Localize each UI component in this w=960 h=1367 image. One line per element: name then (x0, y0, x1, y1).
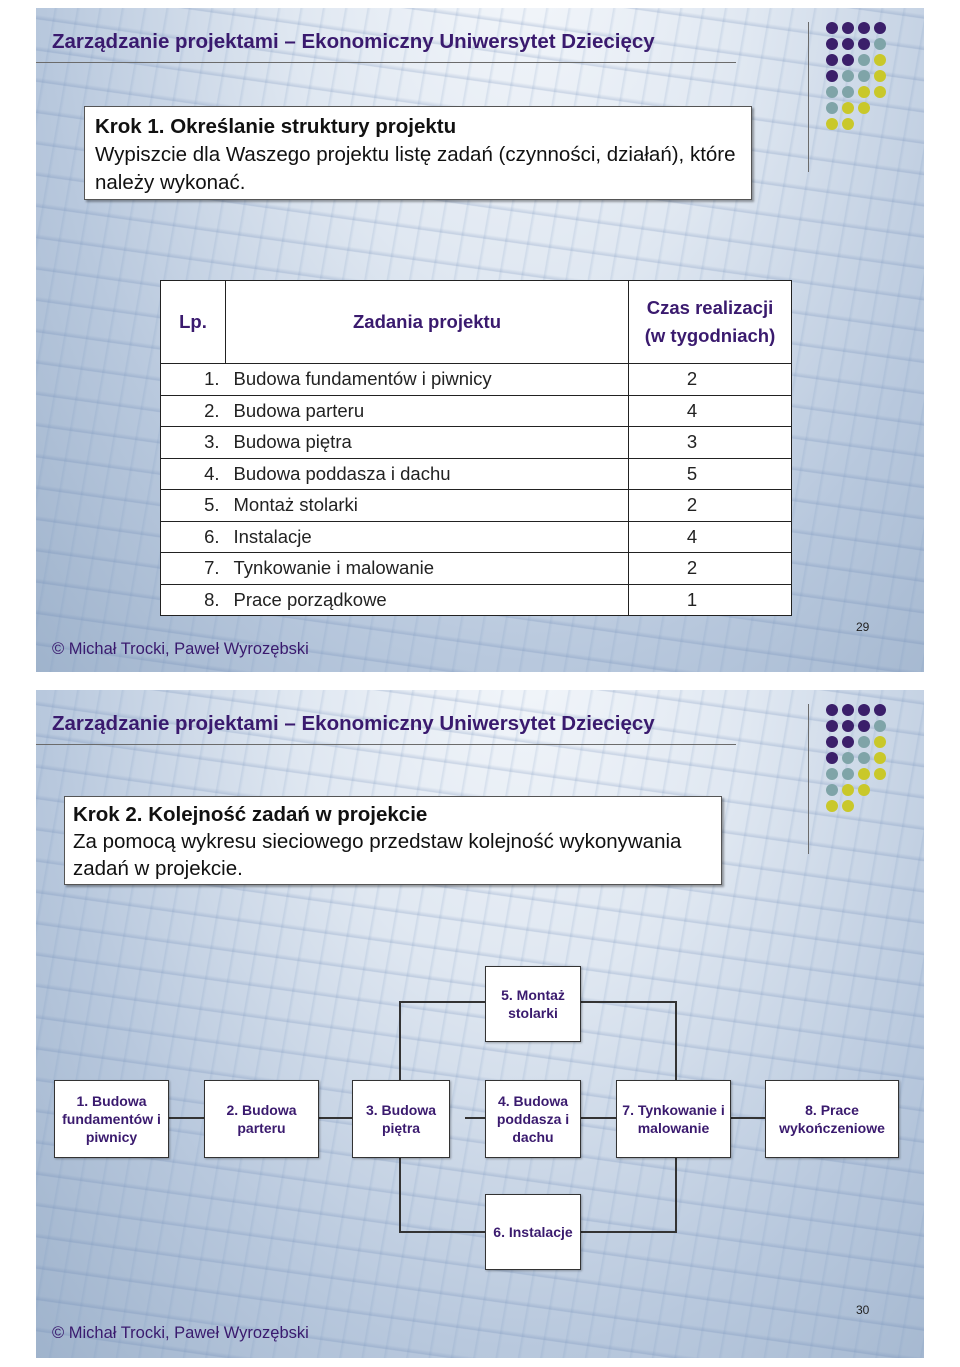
decorative-dot-grid (826, 22, 886, 130)
node-1: 1. Budowa fundamentów i piwnicy (54, 1080, 169, 1158)
network-connectors (36, 690, 924, 1358)
decorative-dot (858, 118, 870, 130)
decorative-dot (842, 86, 854, 98)
cell-task: Budowa piętra (226, 427, 629, 459)
page-number: 30 (856, 1303, 870, 1317)
cell-lp: 4. (161, 458, 226, 490)
table-row (161, 458, 792, 490)
decorative-dot (858, 86, 870, 98)
copyright-footer: © Michał Trocki, Paweł Wyrozębski (52, 640, 309, 658)
table-row (161, 427, 792, 459)
table-row (161, 395, 792, 427)
step-text: Za pomocą wykresu sieciowego przedstaw kolejność wykonywania zadań w projekcie. (73, 830, 682, 880)
decorative-dot (874, 54, 886, 66)
decorative-dot (874, 118, 886, 130)
cell-task: Prace porządkowe (226, 584, 629, 616)
connector-3-5 (400, 1002, 485, 1080)
table-row (161, 584, 792, 616)
decorative-dot (858, 54, 870, 66)
table-row (161, 364, 792, 396)
step-title: Krok 2. Kolejność zadań w projekcie (73, 803, 428, 826)
copyright-footer: © Michał Trocki, Paweł Wyrozębski (52, 1324, 309, 1342)
decorative-dot (842, 54, 854, 66)
cell-lp: 7. (161, 553, 226, 585)
header-task: Zadania projektu (226, 281, 629, 364)
node-8: 8. Prace wykończeniowe (765, 1080, 899, 1158)
node-7: 7. Tynkowanie i malowanie (616, 1080, 731, 1158)
decorative-dot (842, 22, 854, 34)
cell-lp: 2. (161, 395, 226, 427)
cell-lp: 6. (161, 521, 226, 553)
decorative-dot (842, 70, 854, 82)
table-row (161, 490, 792, 522)
page-number: 29 (856, 620, 870, 634)
cell-time: 2 (629, 364, 792, 396)
cell-time: 5 (629, 458, 792, 490)
slide-29 (36, 8, 924, 672)
step-title: Krok 1. Określanie struktury projektu (95, 115, 457, 138)
table-row (161, 553, 792, 585)
decorative-dot (826, 118, 838, 130)
decorative-dot (858, 38, 870, 50)
cell-lp: 1. (161, 364, 226, 396)
table-row (161, 521, 792, 553)
cell-task: Tynkowanie i malowanie (226, 553, 629, 585)
decorative-dot (826, 70, 838, 82)
header-lp: Lp. (161, 281, 226, 364)
decorative-dot (858, 102, 870, 114)
cell-task: Instalacje (226, 521, 629, 553)
decorative-dot (874, 22, 886, 34)
cell-task: Montaż stolarki (226, 490, 629, 522)
header-time-line1: Czas realizacji (646, 297, 774, 318)
decorative-dot (874, 102, 886, 114)
step-text: Wypiszcie dla Waszego projektu listę zadań (czynności, działań), które należy wykonać. (95, 143, 736, 194)
cell-time: 1 (629, 584, 792, 616)
cell-lp: 8. (161, 584, 226, 616)
table-header-row (161, 281, 792, 364)
cell-lp: 5. (161, 490, 226, 522)
cell-task: Budowa parteru (226, 395, 629, 427)
cell-task: Budowa fundamentów i piwnicy (226, 364, 629, 396)
cell-time: 2 (629, 490, 792, 522)
tasks-table (160, 280, 792, 616)
slide-30 (36, 690, 924, 1358)
slide-header-title: Zarządzanie projektami – Ekonomiczny Uniwersytet Dziecięcy (52, 30, 655, 53)
connector-5-7 (579, 1002, 676, 1080)
decorative-dot (842, 38, 854, 50)
decorative-dot (826, 102, 838, 114)
node-2: 2. Budowa parteru (204, 1080, 319, 1158)
header-rule (36, 62, 736, 63)
node-6: 6. Instalacje (485, 1194, 581, 1270)
decorative-dot (842, 118, 854, 130)
connector-3-6 (400, 1156, 485, 1232)
cell-time: 3 (629, 427, 792, 459)
decorative-dot (858, 70, 870, 82)
connector-6-7 (579, 1156, 676, 1232)
node-5: 5. Montaż stolarki (485, 966, 581, 1042)
cell-lp: 3. (161, 427, 226, 459)
decorative-dot (874, 70, 886, 82)
decorative-dot (826, 22, 838, 34)
node-3: 3. Budowa piętra (352, 1080, 450, 1158)
decorative-dot (826, 86, 838, 98)
header-time (629, 281, 792, 364)
decorative-dot (874, 38, 886, 50)
cell-task: Budowa poddasza i dachu (226, 458, 629, 490)
cell-time: 2 (629, 553, 792, 585)
header-time-line2: (w tygodniach) (644, 325, 776, 346)
slide-header-title: Zarządzanie projektami – Ekonomiczny Uniwersytet Dziecięcy (52, 712, 655, 735)
decorative-dot (874, 86, 886, 98)
cell-time: 4 (629, 395, 792, 427)
node-4: 4. Budowa poddasza i dachu (485, 1080, 581, 1158)
step-box (84, 106, 752, 200)
cell-time: 4 (629, 521, 792, 553)
decorative-dot (826, 38, 838, 50)
decorative-dot (858, 22, 870, 34)
vertical-rule (808, 22, 809, 172)
decorative-dot (826, 54, 838, 66)
decorative-dot (842, 102, 854, 114)
